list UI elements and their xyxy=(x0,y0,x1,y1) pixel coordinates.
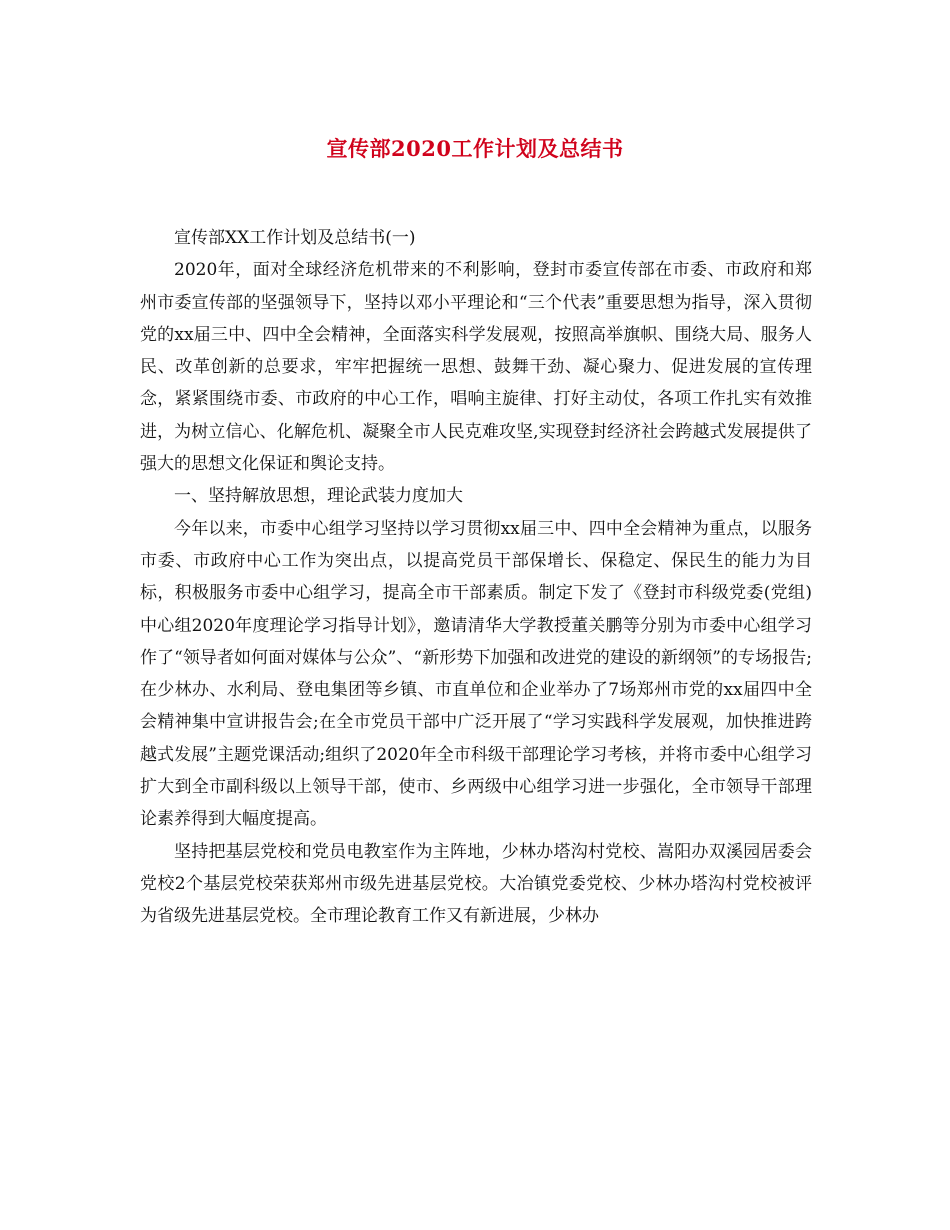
document-title: 宣传部2020工作计划及总结书 xyxy=(326,136,624,161)
document-body xyxy=(140,222,812,933)
body-paragraph: 2020年，面对全球经济危机带来的不利影响，登封市委宣传部在市委、市政府和郑州市委宣传部的坚强领导下，坚持以邓小平理论和“三个代表”重要思想为指导，深入贯彻党的xx届三中、四中全会精神，全面落实科学发展观，按照高举旗帜、围绕大局、服务人民、改革创新的总要求，牢牢把握统一思想、鼓舞干劲、凝心聚力、促进发展的宣传理念，紧紧围绕市委、市政府的中心工作，唱响主旋律、打好主动仗，各项工作扎实有效推进，为树立信心、化解危机、凝聚全市人民克难攻坚,实现登封经济社会跨越式发展提供了强大的思想文化保证和舆论支持。 xyxy=(140,260,812,475)
body-paragraph: 坚持把基层党校和党员电教室作为主阵地，少林办塔沟村党校、嵩阳办双溪园居委会党校2个基层党校荣获郑州市级先进基层党校。大冶镇党委党校、少林办塔沟村党校被评为省级先进基层党校。全市理论教育工作又有新进展，少林办 xyxy=(140,841,812,927)
section-heading: 一、坚持解放思想，理论武装力度加大 xyxy=(174,486,463,507)
subtitle-paragraph: 宣传部XX工作计划及总结书(一) xyxy=(174,228,416,248)
body-paragraph: 今年以来，市委中心组学习坚持以学习贯彻xx届三中、四中全会精神为重点，以服务市委、市政府中心工作为突出点，以提高党员干部保增长、保稳定、保民生的能力为目标，积极服务市委中心组学习，提高全市干部素质。制定下发了《登封市科级党委(党组)中心组2020年度理论学习指导计划》，邀请清华大学教授董关鹏等分别为市委中心组学习作了“领导者如何面对媒体与公众”、“新形势下加强和改进党的建设的新纲领”的专场报告;在少林办、水利局、登电集团等乡镇、市直单位和企业举办了7场郑州市党的xx届四中全会精神集中宣讲报告会;在全市党员干部中广泛开展了“学习实践科学发展观，加快推进跨越式发展”主题党课活动;组织了2020年全市科级干部理论学习考核，并将市委中心组学习扩大到全市副科级以上领导干部，使市、乡两级中心组学习进一步强化，全市领导干部理论素养得到大幅度提高。 xyxy=(140,518,812,830)
